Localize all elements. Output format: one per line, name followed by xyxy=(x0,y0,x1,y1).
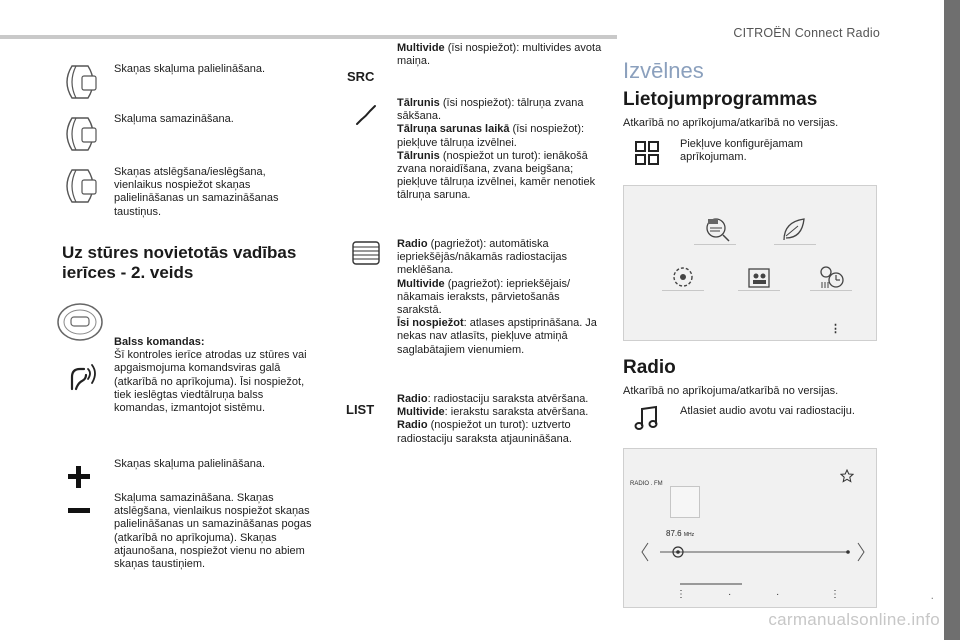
list-label: LIST xyxy=(346,402,375,417)
station-artwork xyxy=(670,486,700,518)
frequency-slider[interactable] xyxy=(638,539,868,565)
mute-text: Skaņas atslēgšana/ieslēgšana, vienlaikus nospiežot skaņas palielināšanas un samazināšanas taustiņus. xyxy=(114,166,279,218)
minus-text: Skaļuma samazināšana. Skaņas atslēgšana, vienlaikus nospiežot skaņas palielināšanas un samazināšanas pogas (atkarībā no aprīkojuma). Skaņas atjaunošana, nospiežot vienu no abiem skaņas taustiņiem. xyxy=(114,492,312,571)
side-bar xyxy=(944,0,960,640)
radio-wheel-block: Radio (pagriežot): automātiska iepriekšējās/nākamās radiostacijas meklēšana. Multivide (pagriežot): iepriekšējais/ nākamais ieraksts, pārvietošanās sarakstā. Īsi nospiežot: atlases apstiprināšana. Ja nekas nav atlasīts, piekļuve atmiņā saglabātajiem vienumiem. xyxy=(397,238,597,356)
voice-label: Balss komandas: xyxy=(114,336,205,348)
menu-dots-right[interactable]: ⋮ xyxy=(830,589,840,600)
radio-note: Atkarībā no aprīkojuma/atkarībā no versijas. xyxy=(623,385,839,397)
plus-icon xyxy=(66,464,92,490)
eco-leaf-icon xyxy=(780,216,808,242)
radio-screen xyxy=(623,448,877,608)
more-options-icon[interactable]: ⋮ xyxy=(830,323,841,335)
music-note-icon xyxy=(633,404,661,432)
section-title-steering: Uz stūres novietotās vadības ierīces - 2. veids xyxy=(62,243,297,282)
src-label: SRC xyxy=(347,69,375,84)
users-icon xyxy=(746,266,772,290)
apps-note: Atkarībā no aprīkojuma/atkarībā no versijas. xyxy=(623,117,839,129)
phone-text-block: Tālrunis (īsi nospiežot): tālruņa zvana sākšana. Tālruņa sarunas laikā (īsi nospiežot): piekļuve tālruņa izvēlnei. Tālrunis (nospiežot un turot): ienākošā zvana noraidīšana, zvana beigšana; piekļuve tālruņa izvēlnei, kamēr nenotiek tālruņa saruna. xyxy=(397,97,596,202)
driving-settings-icon xyxy=(670,264,696,290)
watermark: carmanualsonline.info xyxy=(768,610,940,629)
voice-command-icon xyxy=(62,355,102,395)
list-text-block: Radio: radiostaciju saraksta atvēršana. Multivide: ierakstu saraksta atvēršana. Radio (nospiežot un turot): uztverto radiostaciju saraksta atjaunināšana. xyxy=(397,393,589,445)
apps-icon-text: Piekļuve konfigurējamam aprīkojumam. xyxy=(680,138,803,164)
connected-services-icon xyxy=(704,216,732,242)
steering-wheel-icon xyxy=(58,166,102,206)
apps-title: Lietojumprogrammas xyxy=(623,89,818,110)
star-icon[interactable] xyxy=(840,469,854,483)
climate-timer-icon xyxy=(818,264,846,290)
vol-down-text: Skaļuma samazināšana. xyxy=(114,113,234,125)
voice-text: Šī kontroles ierīce atrodas uz stūres vai apgaismojuma komandsviras galā (atkarībā no aprīkojuma). Īsi nospiežot, tiek ieslēgtas viedtālruņa balss komandas, izmantojot sistēmu. xyxy=(114,349,307,415)
dot-mid-1[interactable]: · xyxy=(728,589,732,600)
plus-text: Skaņas skaļuma palielināšana. xyxy=(114,458,266,470)
page-marker: . xyxy=(930,588,934,602)
radio-band-label: RADIO . FM xyxy=(630,481,663,487)
tab-indicator xyxy=(680,583,742,585)
minus-icon xyxy=(66,506,92,516)
apps-screen xyxy=(623,185,877,341)
menu-dots-left[interactable]: ⋮ xyxy=(676,589,686,600)
radio-icon-text: Atlasiet audio avotu vai radiostaciju. xyxy=(680,405,855,417)
menus-title: Izvēlnes xyxy=(623,58,704,83)
apps-grid-icon xyxy=(634,140,660,166)
top-rule xyxy=(0,35,617,39)
vol-up-text: Skaņas skaļuma palielināšana. xyxy=(114,63,266,75)
src-text-block: Multivide (īsi nospiežot): multivides avota maiņa. xyxy=(397,42,602,68)
frequency-value: 87.6 MHz xyxy=(666,529,695,538)
header-title: CITROËN Connect Radio xyxy=(733,26,880,40)
phone-icon xyxy=(352,102,380,128)
steering-wheel-icon xyxy=(58,62,102,102)
thumbwheel-icon xyxy=(350,240,382,266)
dot-mid-2[interactable]: · xyxy=(776,589,780,600)
steering-wheel-icon xyxy=(58,114,102,154)
steering-wheel-icon xyxy=(54,300,106,344)
radio-title: Radio xyxy=(623,357,676,378)
voice-commands-block xyxy=(114,336,314,415)
